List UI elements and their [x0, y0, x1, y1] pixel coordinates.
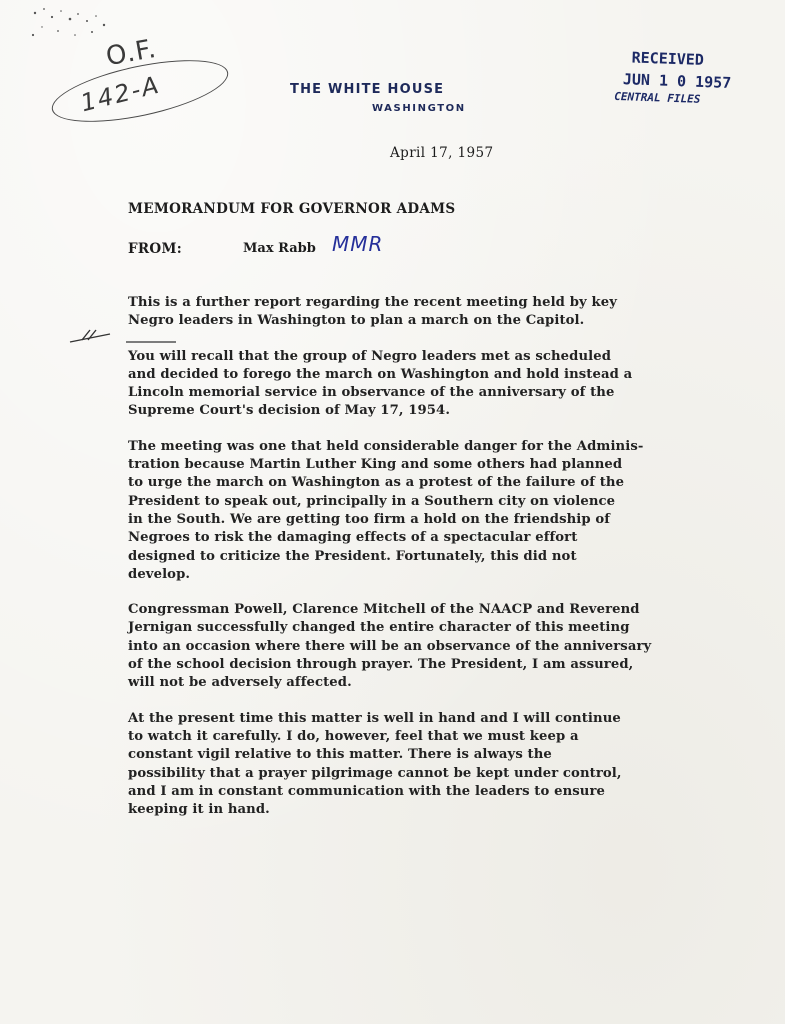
paragraph-1: This is a further report regarding the recent meeting held by key Negro leaders in Washington to plan a march on the Capitol.: [128, 295, 617, 329]
memo-title: MEMORANDUM FOR GOVERNOR ADAMS: [128, 201, 456, 217]
paragraph-2: You will recall that the group of Negro leaders met as scheduled and decided to forego the march on Washington and hold instead a Lincoln memorial service in observance of the anniversary of the Supreme Court's decision of May 17, 1954.: [128, 348, 633, 419]
handwritten-initials: MMR: [332, 232, 384, 256]
letterhead: [290, 82, 490, 114]
paragraph-3: The meeting was one that held considerable danger for the Adminis- tration because Martin Luther King and some others had planned to urge the march on Washington as a protest of the failure of the President to speak out, principally in a Southern city on violence in the South. We are getting too firm a hold on the friendship of Negroes to risk the damaging effects of a spectacular effort designed to criticize the President. Fortunately, this did not develop.: [128, 438, 644, 582]
file-number: 142-A: [77, 70, 164, 118]
paragraph-4: Congressman Powell, Clarence Mitchell of the NAACP and Reverend Jernigan successfully changed the entire character of this meeting into an occasion where there will be an observance of the anniversary of the school decision through prayer. The President, I am assured, will not be adversely affected.: [128, 602, 652, 691]
received-stamp: [614, 48, 736, 107]
letterhead-name: THE WHITE HOUSE: [290, 82, 445, 97]
stamp-date: JUN 1 0 1957: [622, 70, 732, 92]
memo-date: April 17, 1957: [390, 145, 494, 161]
letterhead-city: WASHINGTON: [372, 103, 466, 114]
from-label: FROM:: [128, 241, 182, 257]
memo-body: [128, 294, 728, 836]
stamp-received: RECEIVED: [631, 48, 705, 69]
stamp-central-files: CENTRAL FILES: [614, 89, 701, 106]
from-name: Max Rabb: [243, 241, 316, 256]
paragraph-5: At the present time this matter is well in hand and I will continue to watch it carefully. I do, however, feel that we must keep a constant vigil relative to this matter. There is always the possibility that a prayer pilgrimage cannot be kept under control, and I am in constant communication with the leaders to ensure keeping it in hand.: [128, 710, 622, 818]
handwritten-file-number: [50, 33, 230, 126]
file-code: O.F.: [103, 33, 159, 73]
